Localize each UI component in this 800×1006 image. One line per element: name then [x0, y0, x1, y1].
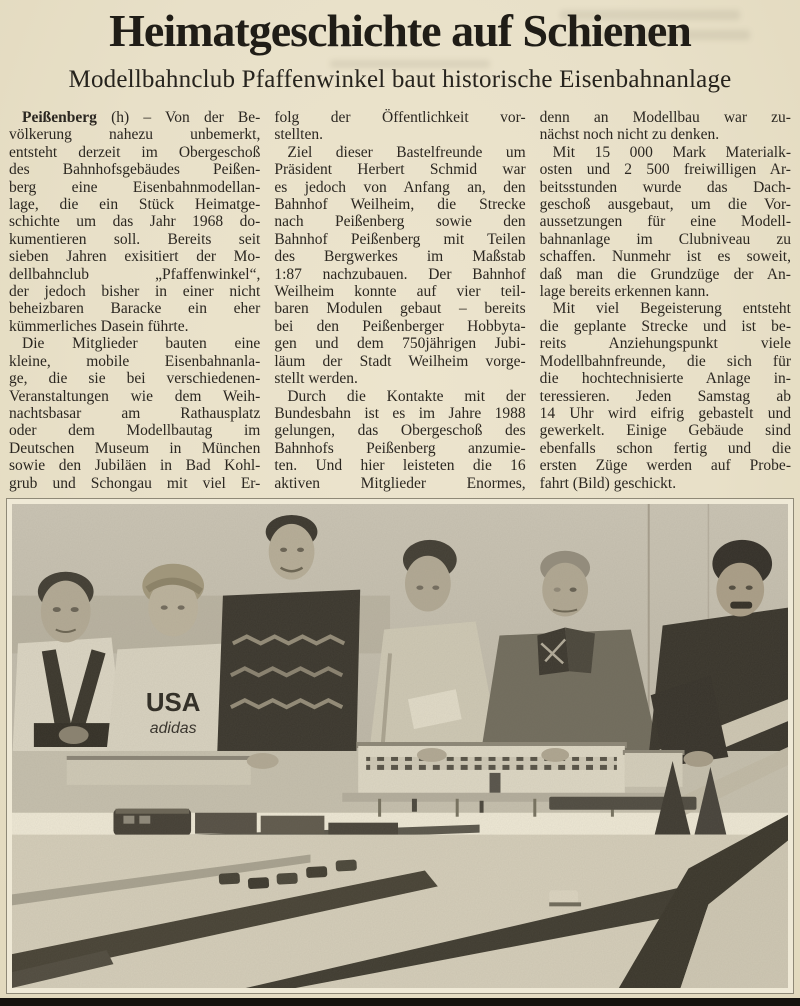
article-photo: [6, 498, 794, 994]
article-line: Veranstaltungen wie dem Weih-: [9, 387, 261, 405]
article-line: ge, die sie bei verschiedenen-: [9, 370, 261, 388]
article-line: ten. Und hier leisteten die 16: [274, 457, 526, 475]
article-line: stellt werden.: [274, 370, 358, 388]
subheadline: Modellbahnclub Pfaffenwinkel baut historische Eisenbahnanlage: [68, 66, 732, 93]
article-line: beheizbaren Baracke ein eher: [9, 300, 261, 318]
article-line: die hochtechnisierte Anlage in-: [539, 370, 791, 388]
article-line: Weilheim konnte auf vier teil-: [274, 283, 526, 301]
article-line: aussetzungen für eine Modell-: [539, 213, 791, 231]
article-line: Präsident Herbert Schmid war: [274, 161, 526, 179]
article-line: beitsstunden wurde das Dach-: [539, 178, 791, 196]
article-line: entsteht derzeit im Obergeschoß: [9, 143, 261, 161]
article-line: baren Modulen gebaut – bereits: [274, 300, 526, 318]
article-line: daß man die Grundzüge der An-: [539, 265, 791, 283]
article-line: 1:87 nachzubauen. Der Bahnhof: [274, 265, 526, 283]
article-line: lage bereits erkennen kann.: [539, 283, 710, 301]
headline: Heimatgeschichte auf Schienen: [109, 5, 691, 56]
article-line: bei den Peißenberger Hobbyta-: [274, 317, 526, 335]
article-line: kleine, mobile Eisenbahnanla-: [9, 352, 261, 370]
article-line: völkerung nahezu unbemerkt,: [9, 126, 261, 144]
article-line: stellten.: [274, 126, 323, 144]
article-line: berg eine Eisenbahnmodellan-: [9, 178, 261, 196]
dateline-rest: (h) – Von der Be-: [96, 109, 261, 126]
article-column-3: [540, 109, 791, 492]
article-line: ersten Züge werden auf Probe-: [539, 457, 791, 475]
dateline: [9, 109, 260, 126]
article-column-2-lines: [274, 109, 525, 492]
article-line: gen und dem 750jährigen Jubi-: [274, 335, 526, 353]
article-line: reits Anziehungspunkt viele: [539, 335, 791, 353]
photo-grain: [12, 504, 788, 988]
article-line: des Bergwerkes im Maßstab: [274, 248, 526, 266]
article-line: dellbahnclub „Pfaffenwinkel“,: [9, 265, 261, 283]
article-line: gewerkelt. Einige Gebäude sind: [539, 422, 791, 440]
article-line: gelungen, das Obergeschoß des: [274, 422, 526, 440]
article-line: die geplante Strecke und ist be-: [539, 317, 791, 335]
article-line: kümmerliches Dasein führte.: [9, 317, 189, 335]
article-line: des Bahnhofsgebäudes Peißen-: [9, 161, 261, 179]
article-line: schaffen. Nunmehr ist es soweit,: [539, 248, 791, 266]
article-line: Bahnhof Peißenberg mit Teilen: [274, 230, 526, 248]
article-line: Mit viel Begeisterung entsteht: [552, 300, 791, 318]
article-line: Bahnhof Weilheim, die Strecke: [274, 196, 526, 214]
article-line: Ziel dieser Bastelfreunde um: [287, 143, 526, 161]
article-line: aktiven Mitglieder Enormes,: [274, 474, 526, 492]
article-column-1: [9, 109, 260, 492]
article-line: Durch die Kontakte mit der: [287, 387, 526, 405]
article-line: grub und Schongau mit viel Er-: [9, 474, 261, 492]
article-line: 14 Uhr wird eifrig gebastelt und: [539, 404, 791, 422]
scan-edge-band: [0, 998, 800, 1006]
article-line: Deutschen Museum in München: [9, 439, 261, 457]
article-line: schichte um das Jahr 1968 do-: [9, 213, 261, 231]
article-line: nächst noch nicht zu denken.: [539, 126, 720, 144]
article-line: teressieren. Jeden Samstag ab: [539, 387, 791, 405]
article-line: fahrt (Bild) geschickt.: [539, 474, 677, 492]
article-line: lage, die ein Stück Heimatge-: [9, 196, 261, 214]
article-line: Bahnhofs Peißenberg anzumie-: [274, 439, 526, 457]
article-line: nach Peißenberg sowie den: [274, 213, 526, 231]
article-column-2: [274, 109, 525, 492]
article-line: kumentieren soll. Bereits seit: [9, 230, 261, 248]
article-line: sowie den Jubiläen in Bad Kohl-: [9, 457, 261, 475]
article-line: Die Mitglieder bauten eine: [22, 335, 261, 353]
article-body: [0, 109, 800, 492]
article-line: Modellbahnfreunde, die sich für: [539, 352, 791, 370]
article-line: folg der Öffentlichkeit vor-: [274, 109, 526, 126]
article-line: Mit 15 000 Mark Materialk-: [552, 143, 791, 161]
article-line: es jedoch von Anfang an, den: [274, 178, 526, 196]
dateline-location: Peißenberg: [22, 109, 97, 126]
article-line: sieben Jahren exisitiert der Mo-: [9, 248, 261, 266]
article-line: nachtsbasar am Rathausplatz: [9, 404, 261, 422]
article-line: osten und 2 500 freiwilligen Ar-: [539, 161, 791, 179]
article-column-3-lines: [540, 109, 791, 492]
article-line: bahnanlage im Clubniveau zu: [539, 230, 791, 248]
article-line: läum der Stadt Weilheim vorge-: [274, 352, 526, 370]
article-line: denn an Modellbau war zu-: [539, 109, 791, 126]
article-column-1-lines: [9, 126, 260, 492]
article-line: der jedoch bisher in einer nicht: [9, 283, 261, 301]
article-line: geschoß ausgebaut, um die Vor-: [539, 196, 791, 214]
photo-illustration: [12, 504, 788, 988]
article-line: Bundesbahn ist es im Jahre 1988: [274, 404, 526, 422]
article-line: ebenfalls schon fertig und die: [539, 439, 791, 457]
article-line: oder dem Modellbautag im: [9, 422, 261, 440]
